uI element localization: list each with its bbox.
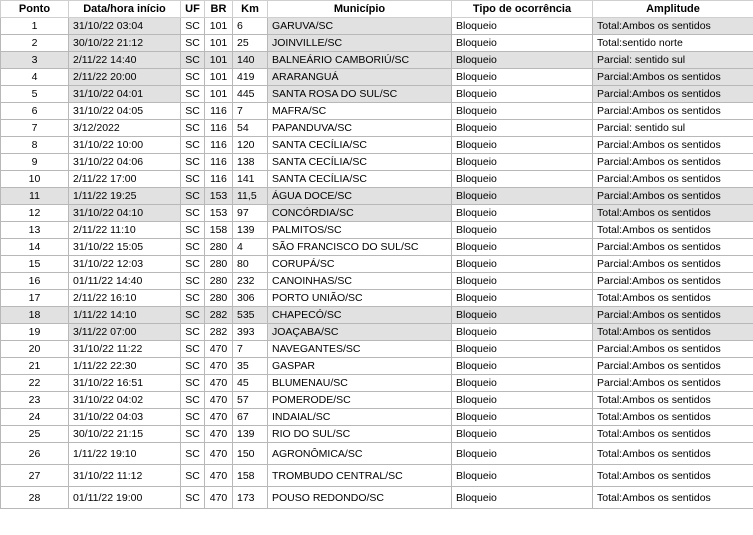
cell-ponto: 10 xyxy=(1,171,69,188)
cell-municipio: PORTO UNIÃO/SC xyxy=(268,290,452,307)
cell-amplitude: Parcial:Ambos os sentidos xyxy=(593,273,753,290)
cell-uf: SC xyxy=(181,487,205,509)
cell-br: 153 xyxy=(205,205,233,222)
cell-tipo: Bloqueio xyxy=(452,375,593,392)
cell-uf: SC xyxy=(181,205,205,222)
cell-br: 282 xyxy=(205,307,233,324)
cell-uf: SC xyxy=(181,52,205,69)
cell-br: 116 xyxy=(205,137,233,154)
cell-amplitude: Parcial:Ambos os sentidos xyxy=(593,341,753,358)
cell-km: 306 xyxy=(233,290,268,307)
cell-uf: SC xyxy=(181,154,205,171)
table-row xyxy=(1,392,753,409)
cell-amplitude: Parcial:Ambos os sentidos xyxy=(593,69,753,86)
cell-uf: SC xyxy=(181,171,205,188)
cell-tipo: Bloqueio xyxy=(452,358,593,375)
cell-km: 138 xyxy=(233,154,268,171)
cell-ponto: 12 xyxy=(1,205,69,222)
cell-tipo: Bloqueio xyxy=(452,171,593,188)
cell-km: 141 xyxy=(233,171,268,188)
cell-data-hora: 2/11/22 11:10 xyxy=(69,222,181,239)
cell-tipo: Bloqueio xyxy=(452,443,593,465)
table-row xyxy=(1,120,753,137)
cell-amplitude: Parcial:Ambos os sentidos xyxy=(593,188,753,205)
cell-municipio: CONCÓRDIA/SC xyxy=(268,205,452,222)
cell-municipio: SANTA CECÍLIA/SC xyxy=(268,171,452,188)
cell-br: 116 xyxy=(205,120,233,137)
cell-uf: SC xyxy=(181,18,205,35)
cell-ponto: 23 xyxy=(1,392,69,409)
table-row xyxy=(1,188,753,205)
table-row xyxy=(1,103,753,120)
table-row xyxy=(1,465,753,487)
cell-amplitude: Parcial:Ambos os sentidos xyxy=(593,86,753,103)
cell-ponto: 11 xyxy=(1,188,69,205)
cell-amplitude: Parcial: sentido sul xyxy=(593,52,753,69)
table-row xyxy=(1,18,753,35)
cell-data-hora: 31/10/22 04:02 xyxy=(69,392,181,409)
cell-municipio: PALMITOS/SC xyxy=(268,222,452,239)
cell-ponto: 19 xyxy=(1,324,69,341)
cell-municipio: MAFRA/SC xyxy=(268,103,452,120)
cell-tipo: Bloqueio xyxy=(452,69,593,86)
cell-km: 535 xyxy=(233,307,268,324)
cell-municipio: SÃO FRANCISCO DO SUL/SC xyxy=(268,239,452,256)
cell-municipio: AGRONÔMICA/SC xyxy=(268,443,452,465)
cell-municipio: BALNEÁRIO CAMBORIÚ/SC xyxy=(268,52,452,69)
cell-br: 470 xyxy=(205,409,233,426)
cell-tipo: Bloqueio xyxy=(452,465,593,487)
table-row xyxy=(1,273,753,290)
cell-br: 280 xyxy=(205,273,233,290)
cell-uf: SC xyxy=(181,443,205,465)
cell-data-hora: 31/10/22 12:03 xyxy=(69,256,181,273)
cell-uf: SC xyxy=(181,426,205,443)
table-row xyxy=(1,256,753,273)
table-row xyxy=(1,409,753,426)
table-row xyxy=(1,52,753,69)
cell-tipo: Bloqueio xyxy=(452,103,593,120)
cell-amplitude: Total:Ambos os sentidos xyxy=(593,290,753,307)
cell-tipo: Bloqueio xyxy=(452,307,593,324)
cell-br: 280 xyxy=(205,256,233,273)
cell-br: 116 xyxy=(205,103,233,120)
cell-ponto: 28 xyxy=(1,487,69,509)
cell-municipio: ÁGUA DOCE/SC xyxy=(268,188,452,205)
cell-ponto: 6 xyxy=(1,103,69,120)
cell-data-hora: 31/10/22 16:51 xyxy=(69,375,181,392)
cell-municipio: BLUMENAU/SC xyxy=(268,375,452,392)
cell-br: 470 xyxy=(205,341,233,358)
cell-amplitude: Total:Ambos os sentidos xyxy=(593,487,753,509)
cell-br: 101 xyxy=(205,86,233,103)
cell-amplitude: Parcial:Ambos os sentidos xyxy=(593,171,753,188)
table-row xyxy=(1,290,753,307)
cell-tipo: Bloqueio xyxy=(452,205,593,222)
cell-tipo: Bloqueio xyxy=(452,35,593,52)
cell-br: 101 xyxy=(205,69,233,86)
cell-municipio: CANOINHAS/SC xyxy=(268,273,452,290)
cell-data-hora: 2/11/22 17:00 xyxy=(69,171,181,188)
cell-data-hora: 31/10/22 11:12 xyxy=(69,465,181,487)
cell-km: 139 xyxy=(233,426,268,443)
cell-br: 153 xyxy=(205,188,233,205)
cell-km: 393 xyxy=(233,324,268,341)
cell-municipio: POUSO REDONDO/SC xyxy=(268,487,452,509)
cell-amplitude: Parcial:Ambos os sentidos xyxy=(593,358,753,375)
cell-tipo: Bloqueio xyxy=(452,341,593,358)
cell-uf: SC xyxy=(181,324,205,341)
cell-data-hora: 3/11/22 07:00 xyxy=(69,324,181,341)
cell-uf: SC xyxy=(181,409,205,426)
cell-data-hora: 31/10/22 11:22 xyxy=(69,341,181,358)
cell-km: 57 xyxy=(233,392,268,409)
header-amplitude: Amplitude xyxy=(593,1,753,18)
cell-data-hora: 30/10/22 21:12 xyxy=(69,35,181,52)
cell-uf: SC xyxy=(181,341,205,358)
cell-br: 470 xyxy=(205,465,233,487)
cell-uf: SC xyxy=(181,86,205,103)
cell-data-hora: 30/10/22 21:15 xyxy=(69,426,181,443)
cell-amplitude: Parcial: sentido sul xyxy=(593,120,753,137)
cell-municipio: JOAÇABA/SC xyxy=(268,324,452,341)
cell-km: 11,5 xyxy=(233,188,268,205)
cell-br: 158 xyxy=(205,222,233,239)
cell-km: 232 xyxy=(233,273,268,290)
cell-ponto: 1 xyxy=(1,18,69,35)
cell-ponto: 27 xyxy=(1,465,69,487)
cell-amplitude: Parcial:Ambos os sentidos xyxy=(593,256,753,273)
cell-amplitude: Parcial:Ambos os sentidos xyxy=(593,239,753,256)
cell-data-hora: 01/11/22 14:40 xyxy=(69,273,181,290)
cell-data-hora: 31/10/22 03:04 xyxy=(69,18,181,35)
cell-tipo: Bloqueio xyxy=(452,426,593,443)
cell-km: 97 xyxy=(233,205,268,222)
cell-km: 150 xyxy=(233,443,268,465)
cell-tipo: Bloqueio xyxy=(452,137,593,154)
table-row xyxy=(1,375,753,392)
cell-data-hora: 2/11/22 14:40 xyxy=(69,52,181,69)
header-ponto: Ponto xyxy=(1,1,69,18)
cell-municipio: NAVEGANTES/SC xyxy=(268,341,452,358)
cell-uf: SC xyxy=(181,103,205,120)
cell-tipo: Bloqueio xyxy=(452,120,593,137)
cell-uf: SC xyxy=(181,358,205,375)
cell-uf: SC xyxy=(181,273,205,290)
cell-uf: SC xyxy=(181,392,205,409)
cell-br: 280 xyxy=(205,239,233,256)
cell-municipio: ARARANGUÁ xyxy=(268,69,452,86)
cell-br: 470 xyxy=(205,375,233,392)
table-row xyxy=(1,341,753,358)
cell-municipio: TROMBUDO CENTRAL/SC xyxy=(268,465,452,487)
cell-km: 45 xyxy=(233,375,268,392)
cell-ponto: 16 xyxy=(1,273,69,290)
cell-amplitude: Total:Ambos os sentidos xyxy=(593,426,753,443)
cell-amplitude: Parcial:Ambos os sentidos xyxy=(593,307,753,324)
cell-uf: SC xyxy=(181,465,205,487)
cell-amplitude: Total:Ambos os sentidos xyxy=(593,205,753,222)
cell-uf: SC xyxy=(181,69,205,86)
cell-ponto: 21 xyxy=(1,358,69,375)
cell-municipio: GASPAR xyxy=(268,358,452,375)
cell-data-hora: 1/11/22 19:10 xyxy=(69,443,181,465)
cell-br: 470 xyxy=(205,392,233,409)
cell-ponto: 24 xyxy=(1,409,69,426)
cell-tipo: Bloqueio xyxy=(452,290,593,307)
cell-ponto: 22 xyxy=(1,375,69,392)
cell-data-hora: 31/10/22 04:01 xyxy=(69,86,181,103)
table-row xyxy=(1,307,753,324)
cell-tipo: Bloqueio xyxy=(452,392,593,409)
header-row xyxy=(1,1,753,18)
cell-municipio: JOINVILLE/SC xyxy=(268,35,452,52)
cell-br: 116 xyxy=(205,171,233,188)
cell-amplitude: Total:Ambos os sentidos xyxy=(593,409,753,426)
cell-municipio: RIO DO SUL/SC xyxy=(268,426,452,443)
cell-ponto: 20 xyxy=(1,341,69,358)
cell-tipo: Bloqueio xyxy=(452,154,593,171)
table-row xyxy=(1,443,753,465)
cell-km: 139 xyxy=(233,222,268,239)
cell-br: 101 xyxy=(205,18,233,35)
cell-km: 4 xyxy=(233,239,268,256)
cell-amplitude: Total:Ambos os sentidos xyxy=(593,465,753,487)
cell-br: 101 xyxy=(205,52,233,69)
cell-data-hora: 31/10/22 04:06 xyxy=(69,154,181,171)
cell-data-hora: 31/10/22 15:05 xyxy=(69,239,181,256)
cell-km: 54 xyxy=(233,120,268,137)
cell-data-hora: 1/11/22 14:10 xyxy=(69,307,181,324)
cell-ponto: 15 xyxy=(1,256,69,273)
cell-km: 35 xyxy=(233,358,268,375)
cell-km: 158 xyxy=(233,465,268,487)
cell-uf: SC xyxy=(181,290,205,307)
header-km: Km xyxy=(233,1,268,18)
cell-amplitude: Total:Ambos os sentidos xyxy=(593,443,753,465)
cell-km: 120 xyxy=(233,137,268,154)
cell-tipo: Bloqueio xyxy=(452,256,593,273)
cell-uf: SC xyxy=(181,35,205,52)
cell-br: 470 xyxy=(205,443,233,465)
cell-ponto: 14 xyxy=(1,239,69,256)
table-body xyxy=(1,18,753,509)
cell-amplitude: Total:Ambos os sentidos xyxy=(593,392,753,409)
cell-br: 280 xyxy=(205,290,233,307)
cell-br: 101 xyxy=(205,35,233,52)
header-data-hora: Data/hora início xyxy=(69,1,181,18)
cell-km: 25 xyxy=(233,35,268,52)
table-row xyxy=(1,487,753,509)
cell-km: 140 xyxy=(233,52,268,69)
cell-data-hora: 31/10/22 04:03 xyxy=(69,409,181,426)
cell-amplitude: Parcial:Ambos os sentidos xyxy=(593,375,753,392)
cell-ponto: 9 xyxy=(1,154,69,171)
cell-municipio: PAPANDUVA/SC xyxy=(268,120,452,137)
cell-ponto: 25 xyxy=(1,426,69,443)
cell-data-hora: 1/11/22 22:30 xyxy=(69,358,181,375)
cell-municipio: SANTA CECÍLIA/SC xyxy=(268,154,452,171)
cell-ponto: 7 xyxy=(1,120,69,137)
cell-amplitude: Total:Ambos os sentidos xyxy=(593,222,753,239)
table-row xyxy=(1,205,753,222)
cell-uf: SC xyxy=(181,375,205,392)
header-br: BR xyxy=(205,1,233,18)
cell-ponto: 26 xyxy=(1,443,69,465)
cell-tipo: Bloqueio xyxy=(452,239,593,256)
cell-uf: SC xyxy=(181,188,205,205)
cell-data-hora: 3/12/2022 xyxy=(69,120,181,137)
table-row xyxy=(1,239,753,256)
table-row xyxy=(1,69,753,86)
header-uf: UF xyxy=(181,1,205,18)
cell-municipio: CHAPECÓ/SC xyxy=(268,307,452,324)
cell-tipo: Bloqueio xyxy=(452,487,593,509)
cell-br: 470 xyxy=(205,426,233,443)
table-row xyxy=(1,358,753,375)
cell-tipo: Bloqueio xyxy=(452,273,593,290)
cell-amplitude: Parcial:Ambos os sentidos xyxy=(593,154,753,171)
table-row xyxy=(1,171,753,188)
cell-km: 7 xyxy=(233,341,268,358)
cell-tipo: Bloqueio xyxy=(452,86,593,103)
cell-ponto: 2 xyxy=(1,35,69,52)
cell-ponto: 13 xyxy=(1,222,69,239)
cell-municipio: POMERODE/SC xyxy=(268,392,452,409)
cell-br: 282 xyxy=(205,324,233,341)
cell-km: 6 xyxy=(233,18,268,35)
table-row xyxy=(1,154,753,171)
cell-amplitude: Total:Ambos os sentidos xyxy=(593,324,753,341)
cell-amplitude: Total:Ambos os sentidos xyxy=(593,18,753,35)
cell-data-hora: 2/11/22 20:00 xyxy=(69,69,181,86)
cell-km: 7 xyxy=(233,103,268,120)
cell-data-hora: 2/11/22 16:10 xyxy=(69,290,181,307)
cell-br: 470 xyxy=(205,358,233,375)
cell-ponto: 5 xyxy=(1,86,69,103)
cell-br: 470 xyxy=(205,487,233,509)
cell-tipo: Bloqueio xyxy=(452,222,593,239)
header-tipo: Tipo de ocorrência xyxy=(452,1,593,18)
header-municipio: Município xyxy=(268,1,452,18)
cell-ponto: 18 xyxy=(1,307,69,324)
cell-tipo: Bloqueio xyxy=(452,188,593,205)
cell-amplitude: Parcial:Ambos os sentidos xyxy=(593,137,753,154)
cell-uf: SC xyxy=(181,222,205,239)
cell-data-hora: 31/10/22 04:10 xyxy=(69,205,181,222)
cell-ponto: 4 xyxy=(1,69,69,86)
cell-tipo: Bloqueio xyxy=(452,409,593,426)
cell-municipio: SANTA CECÍLIA/SC xyxy=(268,137,452,154)
cell-ponto: 3 xyxy=(1,52,69,69)
cell-tipo: Bloqueio xyxy=(452,18,593,35)
cell-data-hora: 01/11/22 19:00 xyxy=(69,487,181,509)
cell-br: 116 xyxy=(205,154,233,171)
cell-km: 419 xyxy=(233,69,268,86)
table-row xyxy=(1,426,753,443)
cell-data-hora: 1/11/22 19:25 xyxy=(69,188,181,205)
cell-ponto: 8 xyxy=(1,137,69,154)
cell-km: 173 xyxy=(233,487,268,509)
cell-uf: SC xyxy=(181,256,205,273)
cell-ponto: 17 xyxy=(1,290,69,307)
cell-uf: SC xyxy=(181,120,205,137)
cell-km: 445 xyxy=(233,86,268,103)
table-row xyxy=(1,137,753,154)
cell-municipio: INDAIAL/SC xyxy=(268,409,452,426)
cell-km: 80 xyxy=(233,256,268,273)
cell-km: 67 xyxy=(233,409,268,426)
table-row xyxy=(1,222,753,239)
cell-uf: SC xyxy=(181,137,205,154)
cell-tipo: Bloqueio xyxy=(452,324,593,341)
cell-amplitude: Parcial:Ambos os sentidos xyxy=(593,103,753,120)
cell-municipio: CORUPÁ/SC xyxy=(268,256,452,273)
table-row xyxy=(1,35,753,52)
table-row xyxy=(1,324,753,341)
cell-tipo: Bloqueio xyxy=(452,52,593,69)
cell-data-hora: 31/10/22 10:00 xyxy=(69,137,181,154)
cell-amplitude: Total:sentido norte xyxy=(593,35,753,52)
cell-municipio: GARUVA/SC xyxy=(268,18,452,35)
cell-uf: SC xyxy=(181,307,205,324)
cell-uf: SC xyxy=(181,239,205,256)
cell-data-hora: 31/10/22 04:05 xyxy=(69,103,181,120)
table-row xyxy=(1,86,753,103)
cell-municipio: SANTA ROSA DO SUL/SC xyxy=(268,86,452,103)
